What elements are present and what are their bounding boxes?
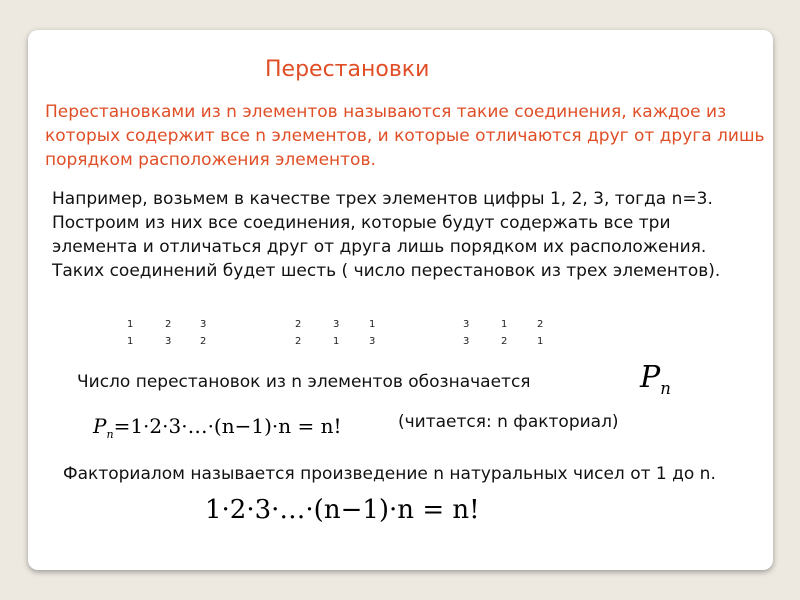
permutation-formula xyxy=(93,414,342,441)
perm-digit: 2 xyxy=(295,319,302,330)
perm-digit: 2 xyxy=(537,319,544,330)
perm-digit: 1 xyxy=(537,336,544,347)
perm-digit: 3 xyxy=(463,319,470,330)
reads-as-text: (читается: n факториал) xyxy=(398,412,619,432)
definition-text: Перестановками из n элементов называются такие соединения, каждое из которых содержит все n элементов, и которые отличаются друг от друга лишь порядком расположения элементов. xyxy=(45,102,765,170)
perm-digit: 2 xyxy=(295,336,302,347)
perm-digit: 2 xyxy=(200,336,207,347)
formula-body: =1·2·3·…·(n−1)·n = n! xyxy=(113,414,342,438)
slide-title: Перестановки xyxy=(265,57,430,82)
factorial-definition: Факториалом называется произведение n натуральных чисел от 1 до n. xyxy=(63,464,716,484)
perm-digit: 3 xyxy=(165,336,172,347)
perm-digit: 1 xyxy=(127,319,134,330)
formula-letter: P xyxy=(93,414,107,438)
example-text: Например, возьмем в качестве трех элементов цифры 1, 2, 3, тогда n=3. Построим из них все соединения, которые будут содержать все три элемента и отличаться друг от друга лишь порядком их расположения. Таких соединений будет шесть ( число перестановок из трех элементов). xyxy=(52,189,721,281)
perm-digit: 3 xyxy=(333,319,340,330)
perm-digit: 1 xyxy=(333,336,340,347)
perm-digit: 3 xyxy=(200,319,207,330)
pn-symbol xyxy=(640,360,671,398)
perm-digit: 3 xyxy=(463,336,470,347)
symbol-letter: P xyxy=(640,360,661,395)
symbol-subscript: n xyxy=(660,379,671,398)
formula-subscript: n xyxy=(106,428,114,441)
perm-digit: 1 xyxy=(501,319,508,330)
factorial-formula xyxy=(205,495,480,525)
notation-text: Число перестановок из n элементов обозначается xyxy=(77,372,531,392)
perm-digit: 2 xyxy=(165,319,172,330)
perm-digit: 3 xyxy=(369,336,376,347)
perm-digit: 1 xyxy=(127,336,134,347)
perm-digit: 1 xyxy=(369,319,376,330)
perm-digit: 2 xyxy=(501,336,508,347)
factorial-formula-body: 1·2·3·…·(n−1)·n = n! xyxy=(205,495,480,525)
